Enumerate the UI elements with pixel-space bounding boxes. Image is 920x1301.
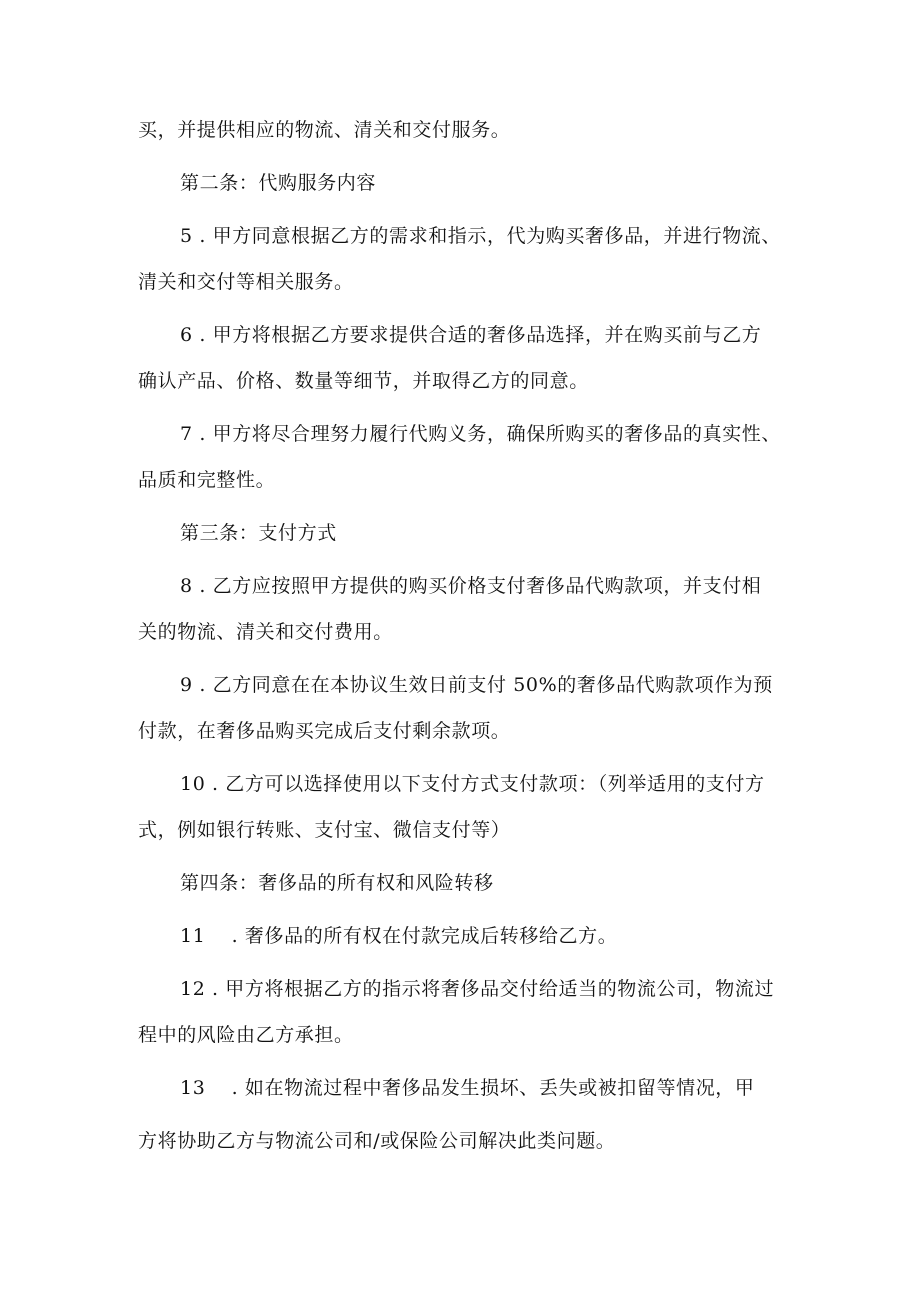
clause-9-line-2: 付款，在奢侈品购买完成后支付剩余款项。 <box>138 720 511 742</box>
clause-9-line-1: 9 . 乙方同意在在本协议生效日前支付 50%的奢侈品代购款项作为预 <box>180 674 773 696</box>
clause-12-line-1: 12 . 甲方将根据乙方的指示将奢侈品交付给适当的物流公司，物流过 <box>180 978 775 1000</box>
clause-11-line-1: 11 . 奢侈品的所有权在付款完成后转移给乙方。 <box>180 925 618 947</box>
clause-8-line-2: 关的物流、清关和交付费用。 <box>138 621 393 643</box>
clause-5-line-2: 清关和交付等相关服务。 <box>138 271 354 293</box>
clause-6-line-2: 确认产品、价格、数量等细节，并取得乙方的同意。 <box>138 370 589 392</box>
clause-13-line-1: 13 . 如在物流过程中奢侈品发生损坏、丢失或被扣留等情况，甲 <box>180 1077 755 1099</box>
clause-8-line-1: 8 . 乙方应按照甲方提供的购买价格支付奢侈品代购款项，并支付相 <box>180 575 762 597</box>
clause-5-line-1: 5 . 甲方同意根据乙方的需求和指示，代为购买奢侈品，并进行物流、 <box>180 225 782 247</box>
clause-12-line-2: 程中的风险由乙方承担。 <box>138 1024 354 1046</box>
clause-6-line-1: 6 . 甲方将根据乙方要求提供合适的奢侈品选择，并在购买前与乙方 <box>180 324 762 346</box>
text-line-1: 买，并提供相应的物流、清关和交付服务。 <box>138 119 511 141</box>
section-heading-3: 第三条：支付方式 <box>180 522 337 544</box>
clause-10-line-2: 式，例如银行转账、支付宝、微信支付等） <box>138 819 511 841</box>
clause-7-line-2: 品质和完整性。 <box>138 469 276 491</box>
clause-13-line-2: 方将协助乙方与物流公司和/或保险公司解决此类问题。 <box>138 1130 616 1152</box>
clause-7-line-1: 7 . 甲方将尽合理努力履行代购义务，确保所购买的奢侈品的真实性、 <box>180 423 782 445</box>
clause-10-line-1: 10 . 乙方可以选择使用以下支付方式支付款项：（列举适用的支付方 <box>180 773 765 795</box>
section-heading-2: 第二条：代购服务内容 <box>180 172 377 194</box>
section-heading-4: 第四条：奢侈品的所有权和风险转移 <box>180 872 494 894</box>
